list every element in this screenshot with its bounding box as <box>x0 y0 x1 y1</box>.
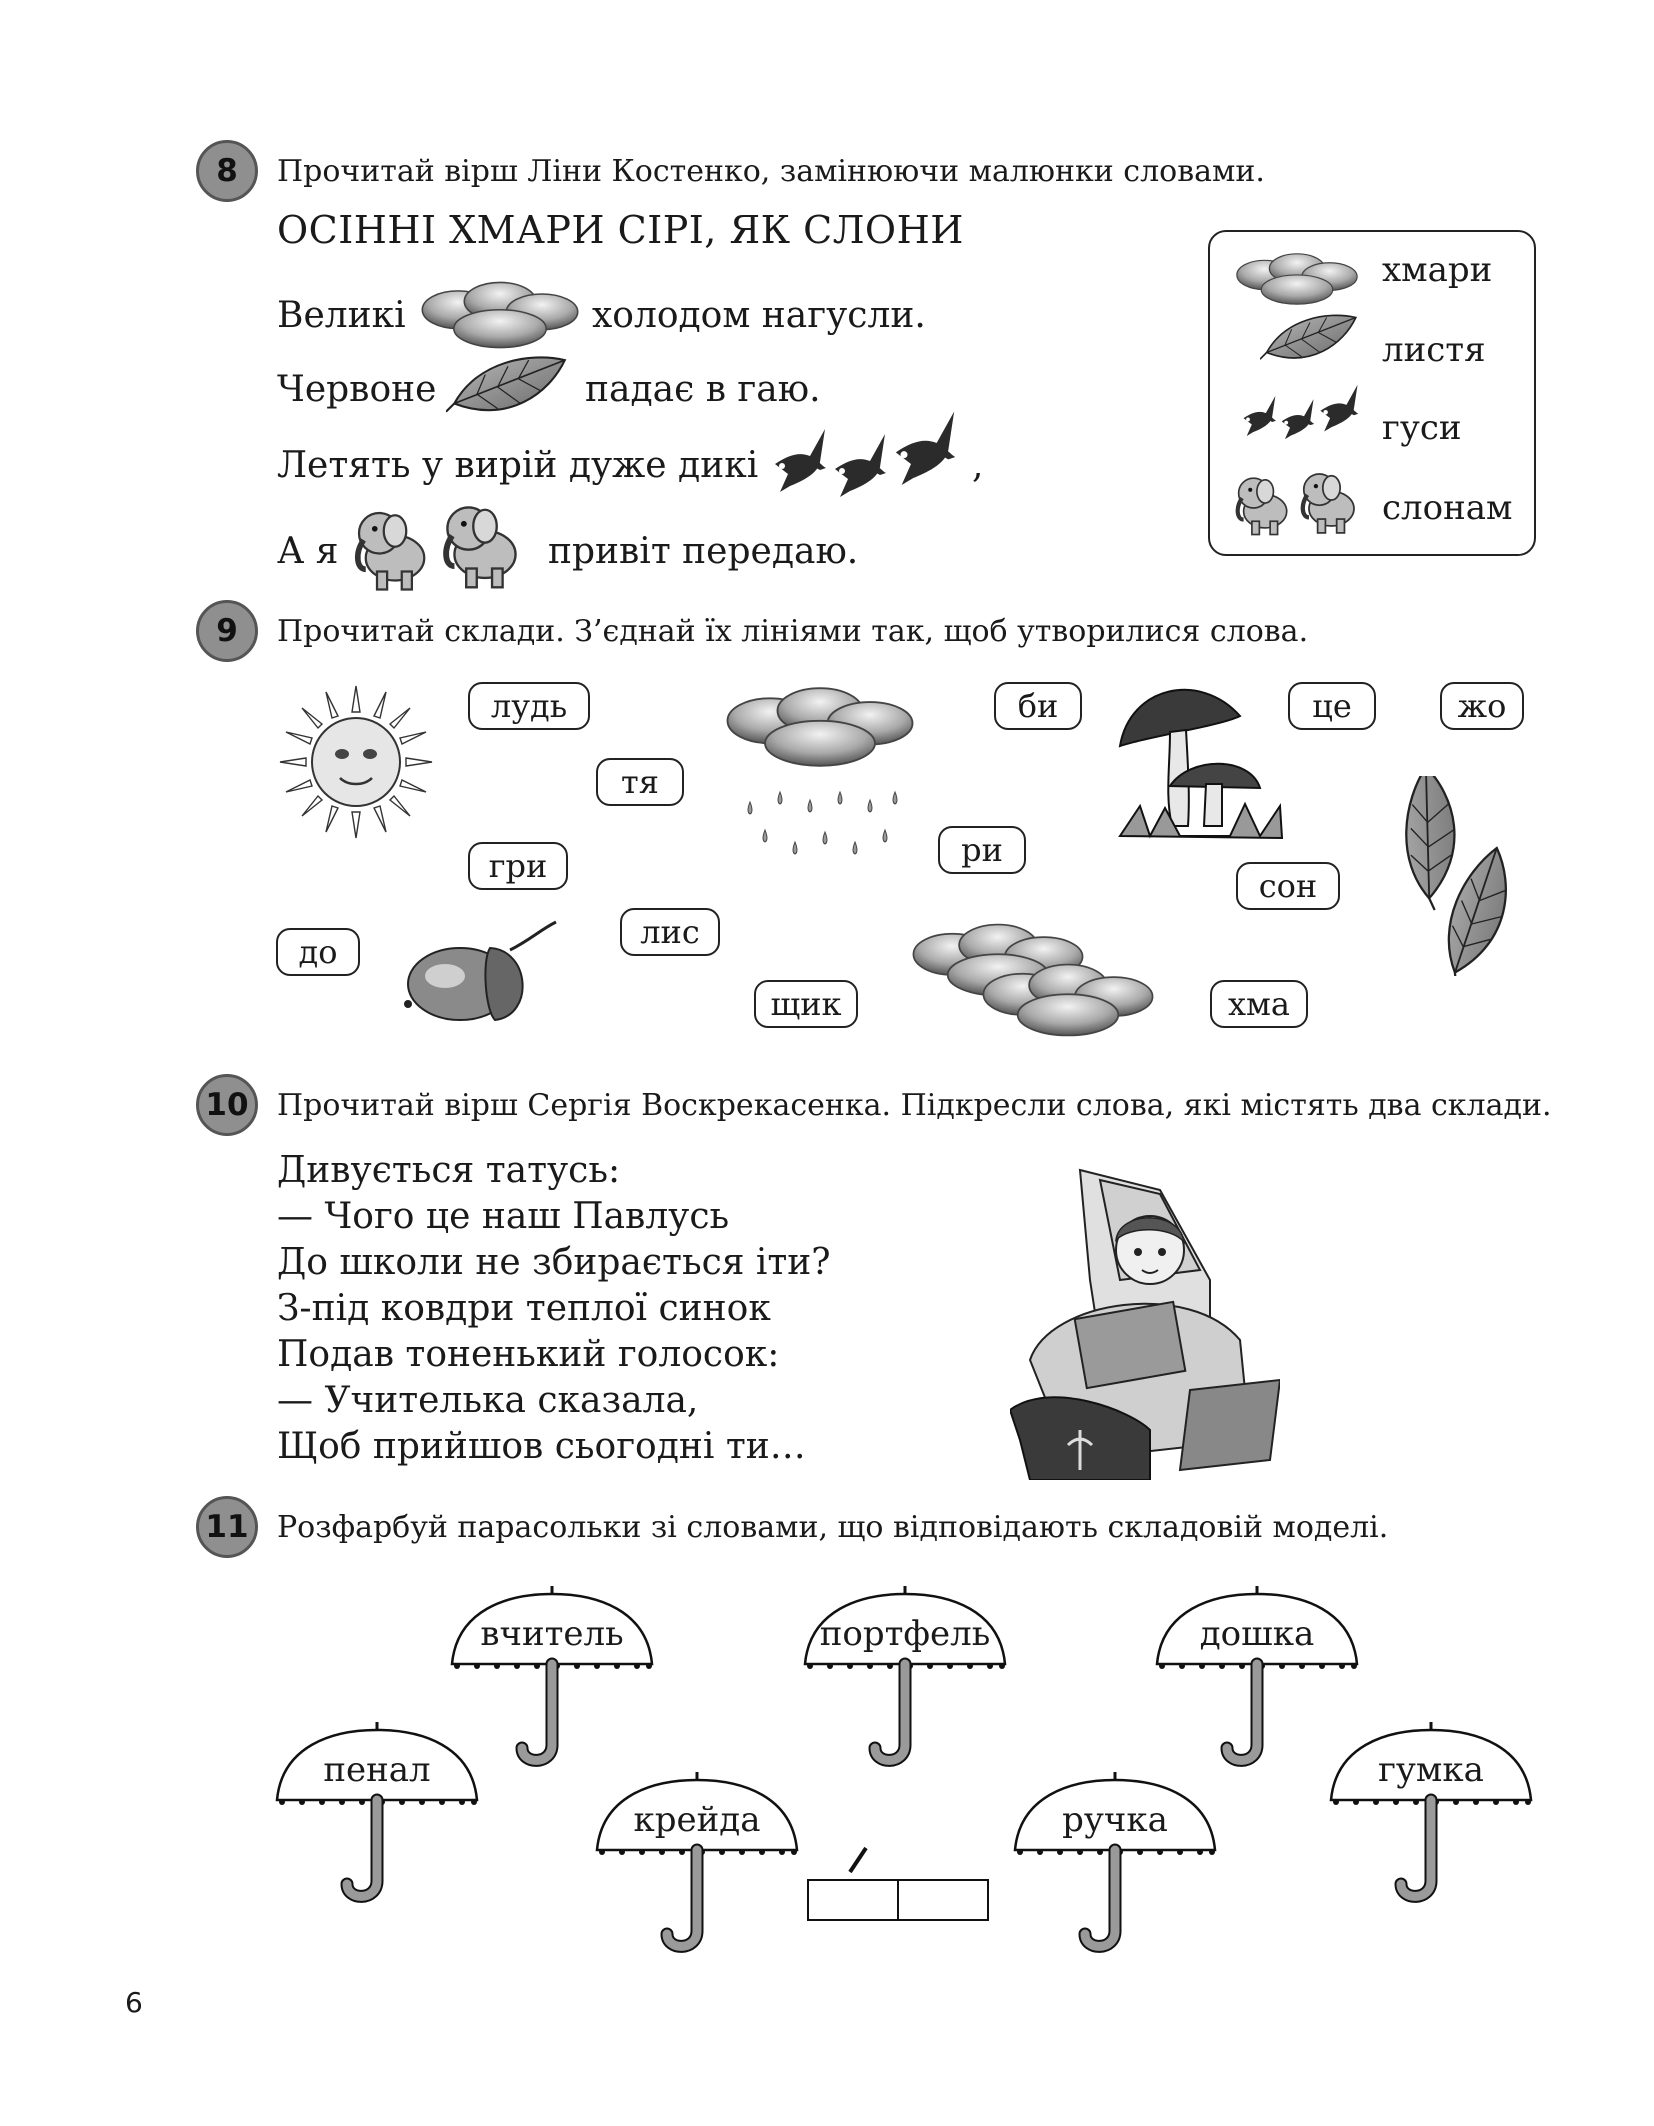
legend-word: слонам <box>1382 488 1513 528</box>
poem-line-end: , <box>972 445 984 486</box>
umbrella[interactable] <box>800 1580 1010 1780</box>
poem-line <box>277 294 406 338</box>
umbrella-icon <box>272 1716 482 1916</box>
rain-cloud-picture <box>720 682 920 882</box>
syllable-tile[interactable]: лудь <box>468 682 590 730</box>
syllable-tile[interactable]: ри <box>938 826 1026 874</box>
cloud-icon <box>1232 250 1362 308</box>
umbrella-icon <box>592 1766 802 1966</box>
poem-line: До школи не збирається іти? <box>277 1242 831 1283</box>
poem-line: Щоб прийшов сьогодні ти… <box>277 1426 806 1467</box>
poem-line: Дивується татусь: <box>277 1150 621 1191</box>
task-number-badge <box>196 1074 258 1136</box>
syllable-model <box>806 1842 990 1924</box>
clouds-picture <box>888 920 1178 1040</box>
umbrella[interactable] <box>1326 1716 1536 1916</box>
mushrooms-picture <box>1110 676 1290 846</box>
legend-word: хмари <box>1382 250 1493 290</box>
task-instruction: Розфарбуй парасольки зі словами, що відповідають складовій моделі. <box>277 1510 1389 1545</box>
umbrella-word: вчитель <box>480 1614 624 1654</box>
syllable-tile[interactable]: лис <box>620 908 720 956</box>
poem-stanza <box>277 1148 831 1470</box>
geese-picture <box>770 404 970 514</box>
leaf-picture <box>446 350 570 426</box>
legend-word: гуси <box>1382 408 1462 448</box>
syllable-tile[interactable]: сон <box>1236 862 1340 910</box>
syllable-tile[interactable]: би <box>994 682 1082 730</box>
poem-line: — Учителька сказала, <box>277 1380 699 1421</box>
task-number-badge <box>196 140 258 202</box>
task-instruction: Прочитай склади. З’єднай їх лініями так, щоб утворилися слова. <box>277 614 1309 649</box>
legend-word: листя <box>1382 330 1486 370</box>
leaves-picture <box>1370 776 1540 976</box>
page-number: 6 <box>125 1986 143 2019</box>
acorn-picture <box>400 920 570 1030</box>
poem-line: — Чого це наш Павлусь <box>277 1196 730 1237</box>
syllable-tile[interactable]: жо <box>1440 682 1524 730</box>
task-number: 8 <box>216 153 238 189</box>
umbrella[interactable] <box>592 1766 802 1966</box>
umbrella-icon <box>1326 1716 1536 1916</box>
poem-line-start: Великі <box>277 295 406 336</box>
poem-line-start: Летять у вирій дуже дикі <box>277 445 759 486</box>
task-number: 10 <box>205 1087 249 1123</box>
sun-picture <box>276 682 436 842</box>
poem-line-start: Червоне <box>277 369 437 410</box>
umbrella-word: крейда <box>633 1800 761 1840</box>
poem-line: З-під ковдри теплої синок <box>277 1288 771 1329</box>
task-number-badge <box>196 1496 258 1558</box>
syllable-tile[interactable]: тя <box>596 758 684 806</box>
poem-line-start: А я <box>277 531 339 572</box>
elephants-icon <box>1232 464 1372 538</box>
umbrella-icon <box>800 1580 1010 1780</box>
umbrella-word: пенал <box>323 1750 431 1790</box>
geese-icon <box>1240 380 1368 450</box>
elephants-picture <box>350 494 540 594</box>
umbrella-word: дошка <box>1199 1614 1315 1654</box>
poem-line <box>277 530 338 574</box>
poem-line-end: холодом нагусли. <box>592 295 926 336</box>
umbrella-word: ручка <box>1062 1800 1168 1840</box>
task-number: 9 <box>216 613 238 649</box>
syllable-tile[interactable]: до <box>276 928 360 976</box>
umbrella-word: портфель <box>819 1614 991 1654</box>
syllable-tile[interactable]: гри <box>468 842 568 890</box>
task-number-badge <box>196 600 258 662</box>
leaf-icon <box>1260 308 1360 372</box>
syllable-tile[interactable]: хма <box>1210 980 1308 1028</box>
poem-line: Подав тоненький голосок: <box>277 1334 780 1375</box>
poem-line-end: привіт передаю. <box>548 531 859 572</box>
syllable-tile[interactable]: щик <box>754 980 858 1028</box>
poem-line <box>277 444 758 488</box>
syllable-tile[interactable]: це <box>1288 682 1376 730</box>
task-number: 11 <box>205 1509 249 1545</box>
poem-line-end: падає в гаю. <box>585 369 821 410</box>
umbrella[interactable] <box>272 1716 482 1916</box>
task-instruction: Прочитай вірш Сергія Воскрекасенка. Підкресли слова, які містять два склади. <box>277 1088 1552 1123</box>
umbrella-word: гумка <box>1378 1750 1484 1790</box>
umbrella[interactable] <box>1010 1766 1220 1966</box>
poem-title: ОСІННІ ХМАРИ СІРІ, ЯК СЛОНИ <box>277 208 964 252</box>
cloud-picture <box>416 278 584 352</box>
task-instruction: Прочитай вірш Ліни Костенко, замінюючи малюнки словами. <box>277 154 1265 189</box>
boy-in-bed-picture <box>1010 1160 1280 1480</box>
poem-line <box>277 368 436 412</box>
picture-legend <box>1208 230 1536 556</box>
umbrella-icon <box>1010 1766 1220 1966</box>
